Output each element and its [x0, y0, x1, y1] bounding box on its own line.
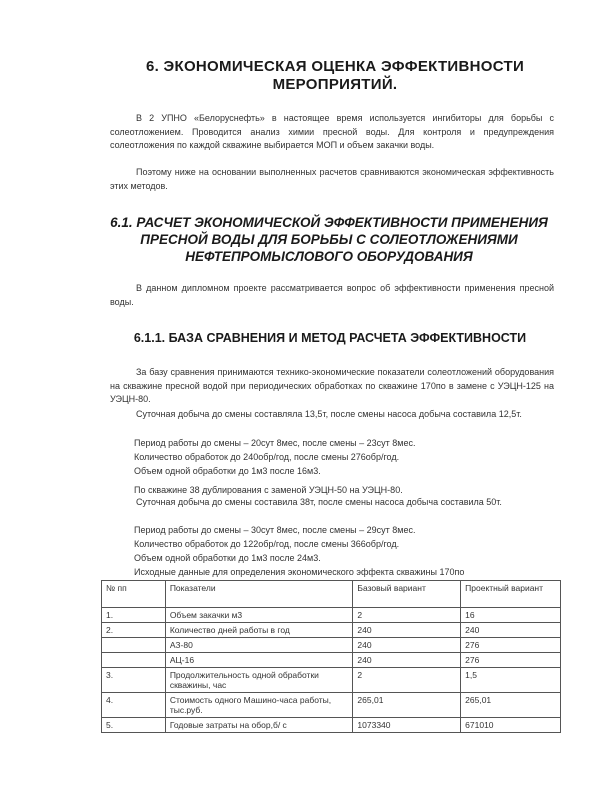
section-heading-line-1: 6.1. РАСЧЕТ ЭКОНОМИЧЕСКОЙ ЭФФЕКТИВНОСТИ ПРИМЕНЕНИЯ — [110, 215, 548, 230]
table-header-cell: Проектный вариант — [461, 581, 561, 608]
data-table — [101, 580, 561, 733]
table-cell: 16 — [461, 608, 561, 623]
section-heading — [96, 214, 562, 265]
table-cell: 4. — [102, 693, 166, 718]
subsection-heading: 6.1.1. БАЗА СРАВНЕНИЯ И МЕТОД РАСЧЕТА ЭФФЕКТИВНОСТИ — [133, 331, 527, 345]
table-row — [102, 623, 561, 638]
intro-paragraph-2: Поэтому ниже на основании выполненных расчетов сравниваются экономическая эффективность этих методов. — [110, 167, 554, 191]
table-header-cell: Показатели — [165, 581, 353, 608]
main-heading-line-1: 6. ЭКОНОМИЧЕСКАЯ ОЦЕНКА ЭФФЕКТИВНОСТИ — [145, 58, 525, 75]
body-line-6: Количество обработок до 122обр/год, после смены 366обр/год. — [134, 539, 400, 549]
table-cell — [102, 638, 166, 653]
table-cell: 265,01 — [353, 693, 461, 718]
table-cell: 276 — [461, 638, 561, 653]
table-cell: Стоимость одного Машино-часа работы, тыс.руб. — [165, 693, 353, 718]
table-cell — [102, 653, 166, 668]
table-cell: 276 — [461, 653, 561, 668]
body-paragraph-3: Суточная добыча до смены составила 38т, после смены насоса добыча составила 50т. — [136, 497, 502, 507]
table-cell: 240 — [461, 623, 561, 638]
table-cell: Продолжительность одной обработки скважины, час — [165, 668, 353, 693]
table-row — [102, 608, 561, 623]
body-line-1: Период работы до смены – 20сут 8мес, после смены – 23сут 8мес. — [134, 438, 416, 448]
table-cell: 2. — [102, 623, 166, 638]
body-line-3: Объем одной обработки до 1м3 после 16м3. — [134, 466, 321, 476]
table-cell: 3. — [102, 668, 166, 693]
section-intro-paragraph: В данном дипломном проекте рассматривается вопрос об эффективности применения пресной воды. — [110, 283, 554, 307]
table-cell: Количество дней работы в год — [165, 623, 353, 638]
table-row — [102, 653, 561, 668]
table-header-cell: № пп — [102, 581, 166, 608]
table-cell: АЦ-16 — [165, 653, 353, 668]
table-cell: 1,5 — [461, 668, 561, 693]
table-cell: 1. — [102, 608, 166, 623]
body-line-5: Период работы до смены – 30сут 8мес, после смены – 29сут 8мес. — [134, 525, 416, 535]
body-paragraph-2: Суточная добыча до смены составляла 13,5т, после смены насоса добыча составила 12,5т. — [136, 409, 522, 419]
main-heading-line-2: МЕРОПРИЯТИЙ. — [272, 76, 398, 93]
table-cell: 2 — [353, 668, 461, 693]
table-cell: 1073340 — [353, 718, 461, 733]
table-header-row — [102, 581, 561, 608]
body-line-2: Количество обработок до 240обр/год, после смены 276обр/год. — [134, 452, 400, 462]
main-heading — [100, 58, 570, 94]
table-cell: Объем закачки м3 — [165, 608, 353, 623]
body-line-4: По скважине 38 дублирования с заменой УЭЦН-50 на УЭЦН-80. — [134, 485, 403, 495]
intro-paragraph-1: В 2 УПНО «Белоруснефть» в настоящее время используется ингибиторы для борьбы с солеотложением. Проводится анализ химии пресной воды. Для контроля и предупреждения солеотложения по каждой скважине выбирается МОП и объем закачки воды. — [110, 113, 554, 150]
body-line-7: Объем одной обработки до 1м3 после 24м3. — [134, 553, 321, 563]
table-cell: 240 — [353, 623, 461, 638]
table-cell: 5. — [102, 718, 166, 733]
table-cell: 265,01 — [461, 693, 561, 718]
table-cell: 240 — [353, 653, 461, 668]
table-row — [102, 693, 561, 718]
body-line-8: Исходные данные для определения экономического эффекта скважины 170по — [134, 567, 465, 577]
table-cell: 671010 — [461, 718, 561, 733]
table-row — [102, 718, 561, 733]
body-paragraph-1: За базу сравнения принимаются технико-экономические показатели солеотложений оборудования на скважине пресной водой при периодических обработках по скважине 170по в замене с УЭЦН-125 на УЭЦН-80. — [110, 367, 554, 404]
section-heading-line-2: ПРЕСНОЙ ВОДЫ ДЛЯ БОРЬБЫ С СОЛЕОТЛОЖЕНИЯМИ — [140, 232, 518, 247]
section-heading-line-3: НЕФТЕПРОМЫСЛОВОГО ОБОРУДОВАНИЯ — [185, 249, 473, 264]
table-cell: 240 — [353, 638, 461, 653]
table-cell: 2 — [353, 608, 461, 623]
table-header-cell: Базовый вариант — [353, 581, 461, 608]
table-cell: АЗ-80 — [165, 638, 353, 653]
table-cell: Годовые затраты на обор,б/ с — [165, 718, 353, 733]
table-row — [102, 668, 561, 693]
table-row — [102, 638, 561, 653]
